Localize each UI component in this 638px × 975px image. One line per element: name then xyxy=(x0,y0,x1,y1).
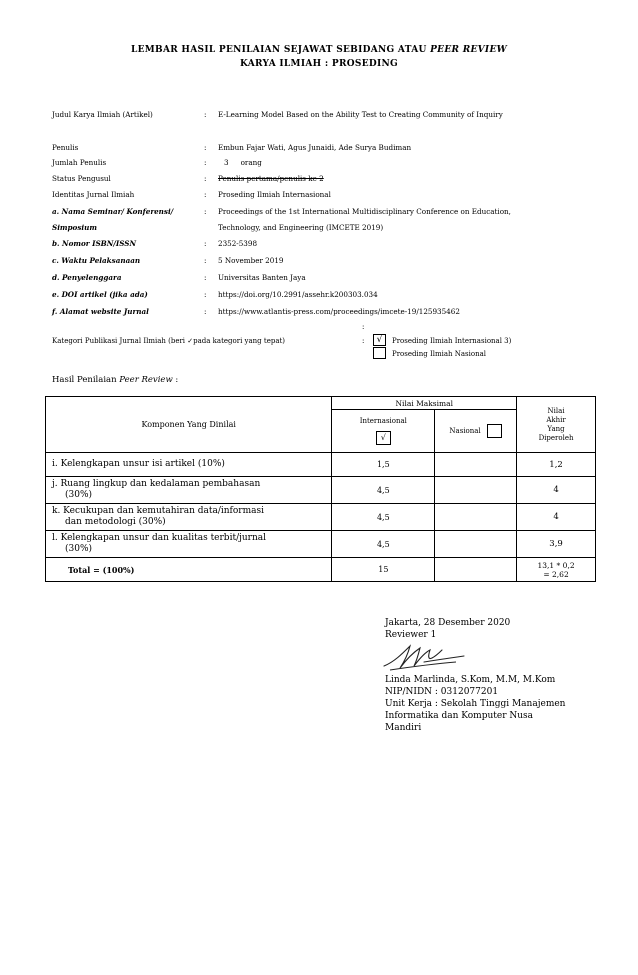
field-value: Technology, and Engineering (IMCETE 2019) xyxy=(218,223,384,232)
field-value: 2352-5398 xyxy=(218,239,258,248)
colon-upper: : xyxy=(362,323,365,331)
header-nilai-maks: Nilai Maksimal xyxy=(332,397,517,410)
colon: : xyxy=(204,207,207,216)
field-label: Judul Karya Ilmiah (Artikel) xyxy=(52,110,153,119)
akhir-line1: Nilai xyxy=(547,406,565,415)
row-komponen xyxy=(46,531,332,558)
row-nasional xyxy=(435,531,517,558)
field-value: Proseding Ilmiah Internasional xyxy=(218,190,331,199)
row-komponen xyxy=(46,477,332,504)
assessment-table xyxy=(45,396,596,582)
hasil-label xyxy=(52,375,178,385)
field-doi xyxy=(52,290,592,301)
field-nama-cont xyxy=(52,223,592,234)
field-label: e. DOI artikel (jika ada) xyxy=(52,290,148,299)
field-alamat xyxy=(52,307,592,318)
header-komponen: Komponen Yang Dinilai xyxy=(46,397,332,453)
row-nilai: 4 xyxy=(517,477,596,504)
total-label: Total = (100%) xyxy=(46,558,332,582)
colon: : xyxy=(204,239,207,248)
field-value: Embun Fajar Wati, Agus Junaidi, Ade Surya Budiman xyxy=(218,143,412,152)
option-internasional: Proseding Ilmiah Internasional 3) xyxy=(392,337,512,345)
field-value: Universitas Banten Jaya xyxy=(218,273,306,282)
field-label: Jumlah Penulis xyxy=(52,158,107,167)
komponen-line1: l. Kelengkapan unsur dan kualitas terbit/jurnal xyxy=(52,533,267,543)
field-label: b. Nomor ISBN/ISSN xyxy=(52,239,137,248)
field-label: Penulis xyxy=(52,143,79,152)
field-judul xyxy=(52,110,592,121)
option-nasional: Proseding Ilmiah Nasional xyxy=(392,350,486,358)
field-value: 5 November 2019 xyxy=(218,256,284,265)
field-value: Penulis pertama/penulis ke 2 xyxy=(218,174,324,183)
title-prefix: LEMBAR HASIL PENILAIAN SEJAWAT SEBIDANG ATAU xyxy=(130,45,431,55)
row-nasional xyxy=(435,477,517,504)
table-row xyxy=(46,504,596,531)
colon: : xyxy=(204,256,207,265)
table-total-row xyxy=(46,558,596,582)
akhir-line2: Akhir xyxy=(546,415,566,424)
colon: : xyxy=(204,158,207,167)
row-nasional xyxy=(435,504,517,531)
komponen-line1: j. Ruang lingkup dan kedalaman pembahasan xyxy=(52,479,261,489)
colon: : xyxy=(204,143,207,152)
internasional-label: Internasional xyxy=(359,417,407,425)
field-label: Status Pengusul xyxy=(52,174,111,183)
hasil-suffix: : xyxy=(172,375,179,385)
field-waktu xyxy=(52,256,592,267)
akhir-line4: Diperoleh xyxy=(538,433,574,442)
row-nasional xyxy=(435,453,517,477)
place-date: Jakarta, 28 Desember 2020 xyxy=(385,618,511,628)
field-jumlah xyxy=(52,158,592,169)
komponen-line2: (30%) xyxy=(65,490,93,500)
header-nilai-akhir xyxy=(517,397,596,453)
header-nasional xyxy=(435,410,517,453)
field-label: a. Nama Seminar/ Konferensi/ xyxy=(52,207,174,216)
colon: : xyxy=(204,273,207,282)
field-label: Simposium xyxy=(52,223,97,232)
field-value: Proceedings of the 1st International Multidisciplinary Conference on Education, xyxy=(218,207,511,216)
field-value: https://doi.org/10.2991/assehr.k200303.034 xyxy=(218,290,378,299)
akhir-line3: Yang xyxy=(547,424,565,433)
field-value xyxy=(218,158,262,167)
hasil-italic: Peer Review xyxy=(119,375,173,385)
field-identitas xyxy=(52,190,592,201)
komponen-line1: i. Kelengkapan unsur isi artikel (10%) xyxy=(52,459,225,469)
total-nasional xyxy=(435,558,517,582)
table-row xyxy=(46,477,596,504)
reviewer-unit-line1: Unit Kerja : Sekolah Tinggi Manajemen xyxy=(385,699,566,709)
row-max: 1,5 xyxy=(332,453,435,477)
document-title-line2: KARYA ILMIAH : PROSEDING xyxy=(240,59,398,69)
row-nilai: 1,2 xyxy=(517,453,596,477)
komponen-line2: (30%) xyxy=(65,544,93,554)
field-label: c. Waktu Pelaksanaan xyxy=(52,256,141,265)
field-label: f. Alamat website Jurnal xyxy=(52,307,149,316)
checkbox-internasional[interactable]: √ xyxy=(373,334,386,346)
row-max: 4,5 xyxy=(332,504,435,531)
field-isbn xyxy=(52,239,592,250)
field-label: d. Penyelenggara xyxy=(52,273,122,282)
author-count: 3 xyxy=(224,158,229,167)
colon: : xyxy=(362,337,365,345)
reviewer-unit-line3: Mandiri xyxy=(385,723,422,733)
total-nilai-line1: 13,1 * 0,2 xyxy=(537,560,575,570)
row-nilai: 3,9 xyxy=(517,531,596,558)
row-max: 4,5 xyxy=(332,531,435,558)
field-status xyxy=(52,174,592,185)
check-box-internasional[interactable]: √ xyxy=(376,431,391,445)
nasional-label: Nasional xyxy=(449,427,481,435)
table-row xyxy=(46,453,596,477)
header-internasional xyxy=(332,410,435,453)
total-nilai-line2: = 2,62 xyxy=(543,569,569,579)
colon: : xyxy=(204,307,207,316)
reviewer-name: Linda Marlinda, S.Kom, M.M, M.Kom xyxy=(385,675,556,685)
colon: : xyxy=(204,290,207,299)
field-value: https://www.atlantis-press.com/proceedings/imcete-19/125935462 xyxy=(218,307,460,316)
reviewer-unit-line2: Informatika dan Komputer Nusa xyxy=(385,711,534,721)
row-max: 4,5 xyxy=(332,477,435,504)
komponen-line2: dan metodologi (30%) xyxy=(65,517,166,527)
row-komponen xyxy=(46,504,332,531)
author-unit: orang xyxy=(240,158,262,167)
field-penyelenggara xyxy=(52,273,592,284)
colon: : xyxy=(204,110,207,119)
field-value: E-Learning Model Based on the Ability Test to Creating Community of Inquiry xyxy=(218,110,503,119)
signature-image xyxy=(380,640,470,672)
title-italic: PEER REVIEW xyxy=(430,45,508,55)
field-nama xyxy=(52,207,592,218)
hasil-prefix: Hasil Penilaian xyxy=(52,375,120,385)
field-label: Identitas Jurnal Ilmiah xyxy=(52,190,135,199)
field-penulis xyxy=(52,143,592,154)
reviewer-nip: NIP/NIDN : 0312077201 xyxy=(385,687,499,697)
total-max: 15 xyxy=(332,558,435,582)
document-title-line1 xyxy=(0,45,638,55)
total-nilai xyxy=(517,558,596,582)
check-box-nasional[interactable] xyxy=(487,424,502,438)
row-nilai: 4 xyxy=(517,504,596,531)
colon: : xyxy=(204,190,207,199)
reviewer-label: Reviewer 1 xyxy=(385,630,437,640)
komponen-line1: k. Kecukupan dan kemutahiran data/informasi xyxy=(52,506,264,516)
row-komponen xyxy=(46,453,332,477)
colon: : xyxy=(204,174,207,183)
kategori-label: Kategori Publikasi Jurnal Ilmiah (beri ✓pada kategori yang tepat) xyxy=(52,337,286,345)
table-row xyxy=(46,531,596,558)
checkbox-nasional[interactable] xyxy=(373,347,386,359)
